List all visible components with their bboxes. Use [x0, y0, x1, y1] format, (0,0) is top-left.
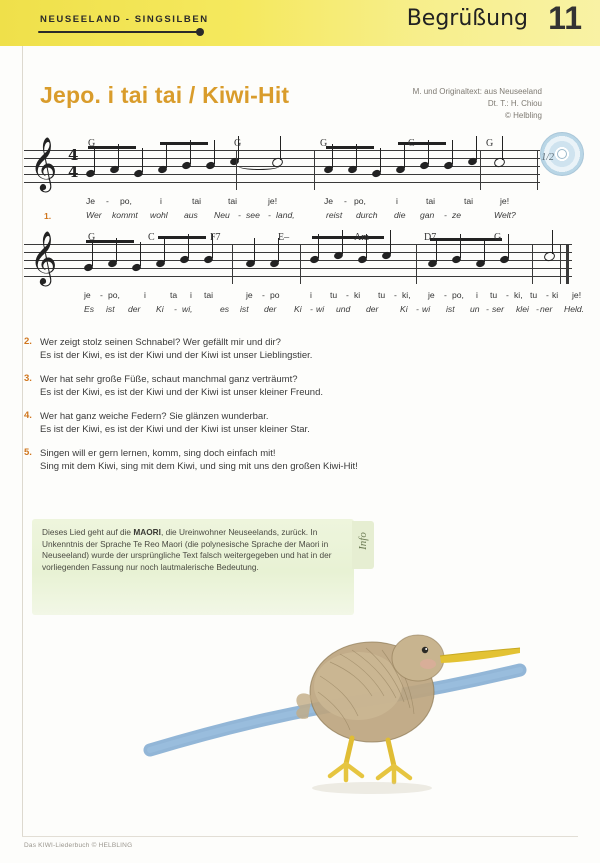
note-stem	[404, 144, 405, 168]
barline	[566, 244, 569, 284]
beam	[398, 142, 446, 145]
beam	[160, 142, 208, 145]
lyric-syllable: i	[144, 290, 146, 300]
note-head	[500, 256, 509, 263]
lyric-syllable: Welt?	[494, 210, 516, 220]
staff-line	[24, 244, 572, 245]
lyric-syllable: je	[246, 290, 253, 300]
lyric-syllable: -	[344, 196, 347, 206]
lyric-syllable: wohl	[150, 210, 168, 220]
song-credits	[413, 86, 542, 122]
lyric-syllable: -	[506, 290, 509, 300]
barline	[300, 244, 301, 284]
lyric-syllable: der	[128, 304, 141, 314]
credits-line-3: © Helbling	[504, 111, 542, 120]
lyric-syllable: wi	[422, 304, 431, 314]
credits-line-1: M. und Originaltext: aus Neuseeland	[412, 87, 542, 96]
barline	[537, 150, 538, 190]
note-stem	[390, 230, 391, 254]
verse-number: 5.	[24, 447, 32, 458]
chord-symbol: E–	[278, 232, 290, 243]
note-head	[444, 162, 453, 169]
note-head	[310, 256, 319, 263]
verse-number: 2.	[24, 336, 32, 347]
cd-hole	[557, 149, 567, 159]
staff-line	[24, 276, 572, 277]
note-head	[132, 264, 141, 271]
lyric-syllable: Es	[84, 304, 95, 314]
note-head	[158, 166, 167, 173]
info-text-after: , die Ureinwohner Neuseelands, zurück. In Unkenntnis der Sprache Te Reo Maori (die polynesische Sprache der Maori in Neuseeland) wurde der ursprüngliche Text falsch weitergegeben und hat in der vorliegenden Fassung nur noch lautmalerische Bedeutung.	[42, 527, 332, 572]
lyric-syllable: ta	[170, 290, 178, 300]
note-head	[324, 166, 333, 173]
lyric-syllable: i	[396, 196, 398, 206]
note-head	[348, 166, 357, 173]
lyric-syllable: tai	[228, 196, 238, 206]
lyric-syllable: -	[546, 290, 549, 300]
lyric-syllable: see	[246, 210, 260, 220]
note-head	[476, 260, 485, 267]
lyric-syllable: tu	[378, 290, 386, 300]
note-head	[156, 260, 165, 267]
note-head	[396, 166, 405, 173]
verse-line-1: Singen will er gern lernen, komm, sing doch einfach mit!	[40, 448, 276, 459]
chord-symbol: D7	[424, 232, 437, 243]
note-stem	[476, 136, 477, 160]
lyric-syllable: der	[264, 304, 277, 314]
lyric-syllable: po,	[108, 290, 120, 300]
lyric-syllable: je!	[572, 290, 582, 300]
verse-line-1: Wer hat ganz weiche Federn? Sie glänzen wunderbar.	[40, 411, 269, 422]
lyric-syllable: Ki	[294, 304, 302, 314]
page-number: 11	[548, 0, 582, 36]
lyric-syllable: es	[220, 304, 230, 314]
note-head	[420, 162, 429, 169]
verse-line-1: Wer hat sehr große Füße, schaut manchmal ganz verträumt?	[40, 374, 298, 385]
song-title: Jepo. i tai tai / Kiwi-Hit	[40, 82, 290, 108]
treble-clef-icon: 𝄞	[30, 230, 58, 284]
lyric-syllable: -	[100, 290, 103, 300]
verse-line-2: Sing mit dem Kiwi, sing mit dem Kiwi, und sing mit uns den großen Kiwi-Hit!	[40, 461, 358, 472]
lyric-syllable: ze	[452, 210, 462, 220]
note-stem	[142, 148, 143, 172]
lyric-syllable: ist	[240, 304, 249, 314]
chord-symbol: G	[320, 138, 328, 149]
lyric-syllable: tu	[530, 290, 538, 300]
chord-symbol: G	[494, 232, 502, 243]
section-title: Begrüßung	[406, 6, 528, 31]
note-stem	[502, 136, 503, 160]
note-head	[204, 256, 213, 263]
note-head	[108, 260, 117, 267]
lyric-syllable: -	[238, 210, 241, 220]
note-stem	[214, 140, 215, 164]
info-text-highlight: MAORI	[133, 527, 161, 537]
kiwi-illustration	[0, 600, 600, 830]
lyric-syllable: -	[262, 290, 265, 300]
verse-block	[24, 336, 564, 362]
lyric-syllable: Wer	[86, 210, 102, 220]
note-stem	[280, 136, 281, 160]
lyric-syllable: -	[174, 304, 177, 314]
lyric-syllable: un	[470, 304, 480, 314]
note-head	[182, 162, 191, 169]
lyric-syllable: ner	[540, 304, 553, 314]
verse-line-2: Es ist der Kiwi, es ist der Kiwi und der Kiwi ist unser Lieblingstier.	[40, 350, 313, 361]
verse-number: 4.	[24, 410, 32, 421]
beam	[158, 236, 206, 239]
lyric-syllable: je!	[500, 196, 510, 206]
barline	[236, 150, 237, 190]
tie-slur	[238, 162, 280, 170]
verse-line-1: Wer zeigt stolz seinen Schnabel? Wer gefällt mir und dir?	[40, 337, 281, 348]
treble-clef-icon: 𝄞	[30, 136, 58, 190]
note-stem	[94, 148, 95, 172]
info-box-text	[42, 527, 344, 573]
chord-symbol: C	[408, 138, 415, 149]
note-stem	[484, 238, 485, 262]
verse-block	[24, 373, 564, 399]
lyric-syllable: ser	[492, 304, 504, 314]
lyric-syllable: po	[270, 290, 280, 300]
lyric-syllable: -	[536, 304, 539, 314]
lyric-syllable: po,	[354, 196, 366, 206]
chord-symbol: F7	[210, 232, 221, 243]
footer-text: Das KIWI-Liederbuch © HELBLING	[24, 842, 133, 849]
lyric-syllable: tai	[192, 196, 202, 206]
info-text-before: Dieses Lied geht auf die	[42, 527, 134, 537]
barline	[232, 244, 233, 284]
lyric-syllable: wi,	[182, 304, 193, 314]
beam	[430, 238, 502, 241]
note-head	[84, 264, 93, 271]
lyric-syllable: Je	[324, 196, 334, 206]
lyric-syllable: ki	[552, 290, 559, 300]
note-stem	[552, 230, 553, 254]
lyric-syllable: i	[160, 196, 162, 206]
note-head	[134, 170, 143, 177]
lyric-syllable: tai	[204, 290, 214, 300]
note-head	[86, 170, 95, 177]
lyric-syllable: i	[476, 290, 478, 300]
note-head	[372, 170, 381, 177]
note-stem	[164, 238, 165, 262]
lyric-syllable: je!	[268, 196, 278, 206]
lyric-syllable: aus	[184, 210, 198, 220]
lyric-syllable: die	[394, 210, 406, 220]
lyric-syllable: Neu	[214, 210, 230, 220]
staff-line	[24, 268, 572, 269]
lyric-syllable: der	[366, 304, 379, 314]
staff-line	[24, 182, 540, 183]
note-stem	[140, 242, 141, 266]
note-stem	[92, 242, 93, 266]
lyric-syllable: -	[444, 290, 447, 300]
lyric-syllable: je	[428, 290, 435, 300]
note-head	[206, 162, 215, 169]
chord-symbol: G	[88, 232, 96, 243]
note-head-glyph	[493, 156, 506, 168]
note-head	[246, 260, 255, 267]
note-head	[270, 260, 279, 267]
beam	[326, 146, 374, 149]
lyric-syllable: i	[190, 290, 192, 300]
note-head-glyph	[543, 250, 556, 262]
staff-line	[24, 252, 572, 253]
credits-line-2: Dt. T.: H. Chiou	[487, 99, 542, 108]
verse-block	[24, 410, 564, 436]
note-head	[110, 166, 119, 173]
note-head	[334, 252, 343, 259]
verse-line-2: Es ist der Kiwi, es ist der Kiwi und der Kiwi ist unser kleiner Star.	[40, 424, 310, 435]
verse-line-2: Es ist der Kiwi, es ist der Kiwi und der Kiwi ist unser kleiner Freund.	[40, 387, 323, 398]
lyric-syllable: -	[416, 304, 419, 314]
lyric-syllable: -	[268, 210, 271, 220]
lyric-syllable: klei	[516, 304, 529, 314]
note-head	[358, 256, 367, 263]
lyric-syllable: kommt	[112, 210, 138, 220]
lyric-syllable: ist	[106, 304, 115, 314]
lyric-syllable: gan	[420, 210, 435, 220]
staff-line	[24, 174, 540, 175]
note-head	[180, 256, 189, 263]
lyric-syllable: Ki	[400, 304, 408, 314]
lyric-syllable: tai	[426, 196, 436, 206]
staff-line	[24, 260, 572, 261]
lyric-syllable: durch	[356, 210, 378, 220]
lyric-syllable: ki,	[514, 290, 523, 300]
cd-track-label: 1/2	[541, 152, 554, 163]
lyric-syllable: reist	[326, 210, 343, 220]
lyric-syllable: -	[310, 304, 313, 314]
lyric-syllable: -	[394, 290, 397, 300]
lyric-syllable: Je	[86, 196, 96, 206]
lyric-syllable: ki	[354, 290, 361, 300]
info-tab	[352, 521, 374, 569]
lyric-syllable: ist	[446, 304, 455, 314]
footer-rule	[22, 836, 578, 837]
time-signature: 4 4	[68, 146, 79, 181]
lyric-syllable: -	[106, 196, 109, 206]
staff-1-lines	[24, 136, 544, 190]
barline	[532, 244, 533, 284]
note-head	[382, 252, 391, 259]
note-stem	[380, 148, 381, 172]
lyric-syllable: und	[336, 304, 351, 314]
staff-1-verse-number: 1.	[44, 211, 52, 221]
note-head	[428, 260, 437, 267]
note-stem	[254, 238, 255, 262]
chord-symbol: G	[486, 138, 494, 149]
lyric-syllable: po,	[452, 290, 464, 300]
lyric-syllable: wi	[316, 304, 325, 314]
lyric-syllable: -	[346, 290, 349, 300]
lyric-syllable: land,	[276, 210, 295, 220]
lyric-syllable: Ki	[156, 304, 164, 314]
verse-block	[24, 447, 564, 473]
lyric-syllable: i	[310, 290, 312, 300]
chord-symbol: G	[88, 138, 96, 149]
note-head	[544, 252, 555, 261]
verse-number: 3.	[24, 373, 32, 384]
lyric-syllable: tu	[490, 290, 498, 300]
note-stem	[452, 140, 453, 164]
beam	[312, 236, 384, 239]
barline	[480, 150, 481, 190]
lyric-syllable: po,	[120, 196, 132, 206]
chapter-tab-underline	[38, 31, 200, 33]
note-stem	[166, 144, 167, 168]
info-tab-label: Info	[357, 532, 369, 550]
note-stem	[508, 234, 509, 258]
lyric-syllable: tu	[330, 290, 338, 300]
chord-symbol: C	[148, 232, 155, 243]
lyric-syllable: je	[84, 290, 91, 300]
lyric-syllable: ki,	[402, 290, 411, 300]
staff-line	[24, 150, 540, 151]
note-head	[494, 158, 505, 167]
music-staff-1	[24, 136, 544, 190]
note-stem	[342, 230, 343, 254]
note-head	[452, 256, 461, 263]
lyric-syllable: -	[444, 210, 447, 220]
chord-symbol: Am	[354, 232, 369, 243]
barline	[314, 150, 315, 190]
lyric-syllable: Held.	[564, 304, 585, 314]
kiwi-illustration-svg	[0, 600, 600, 830]
verse-list	[24, 336, 564, 484]
chord-symbol: G	[234, 138, 242, 149]
chapter-tab-label: NEUSEELAND - SINGSILBEN	[40, 14, 209, 25]
barline	[416, 244, 417, 284]
barline	[560, 244, 561, 284]
lyric-syllable: tai	[464, 196, 474, 206]
note-head	[468, 158, 477, 165]
lyric-syllable: -	[486, 304, 489, 314]
